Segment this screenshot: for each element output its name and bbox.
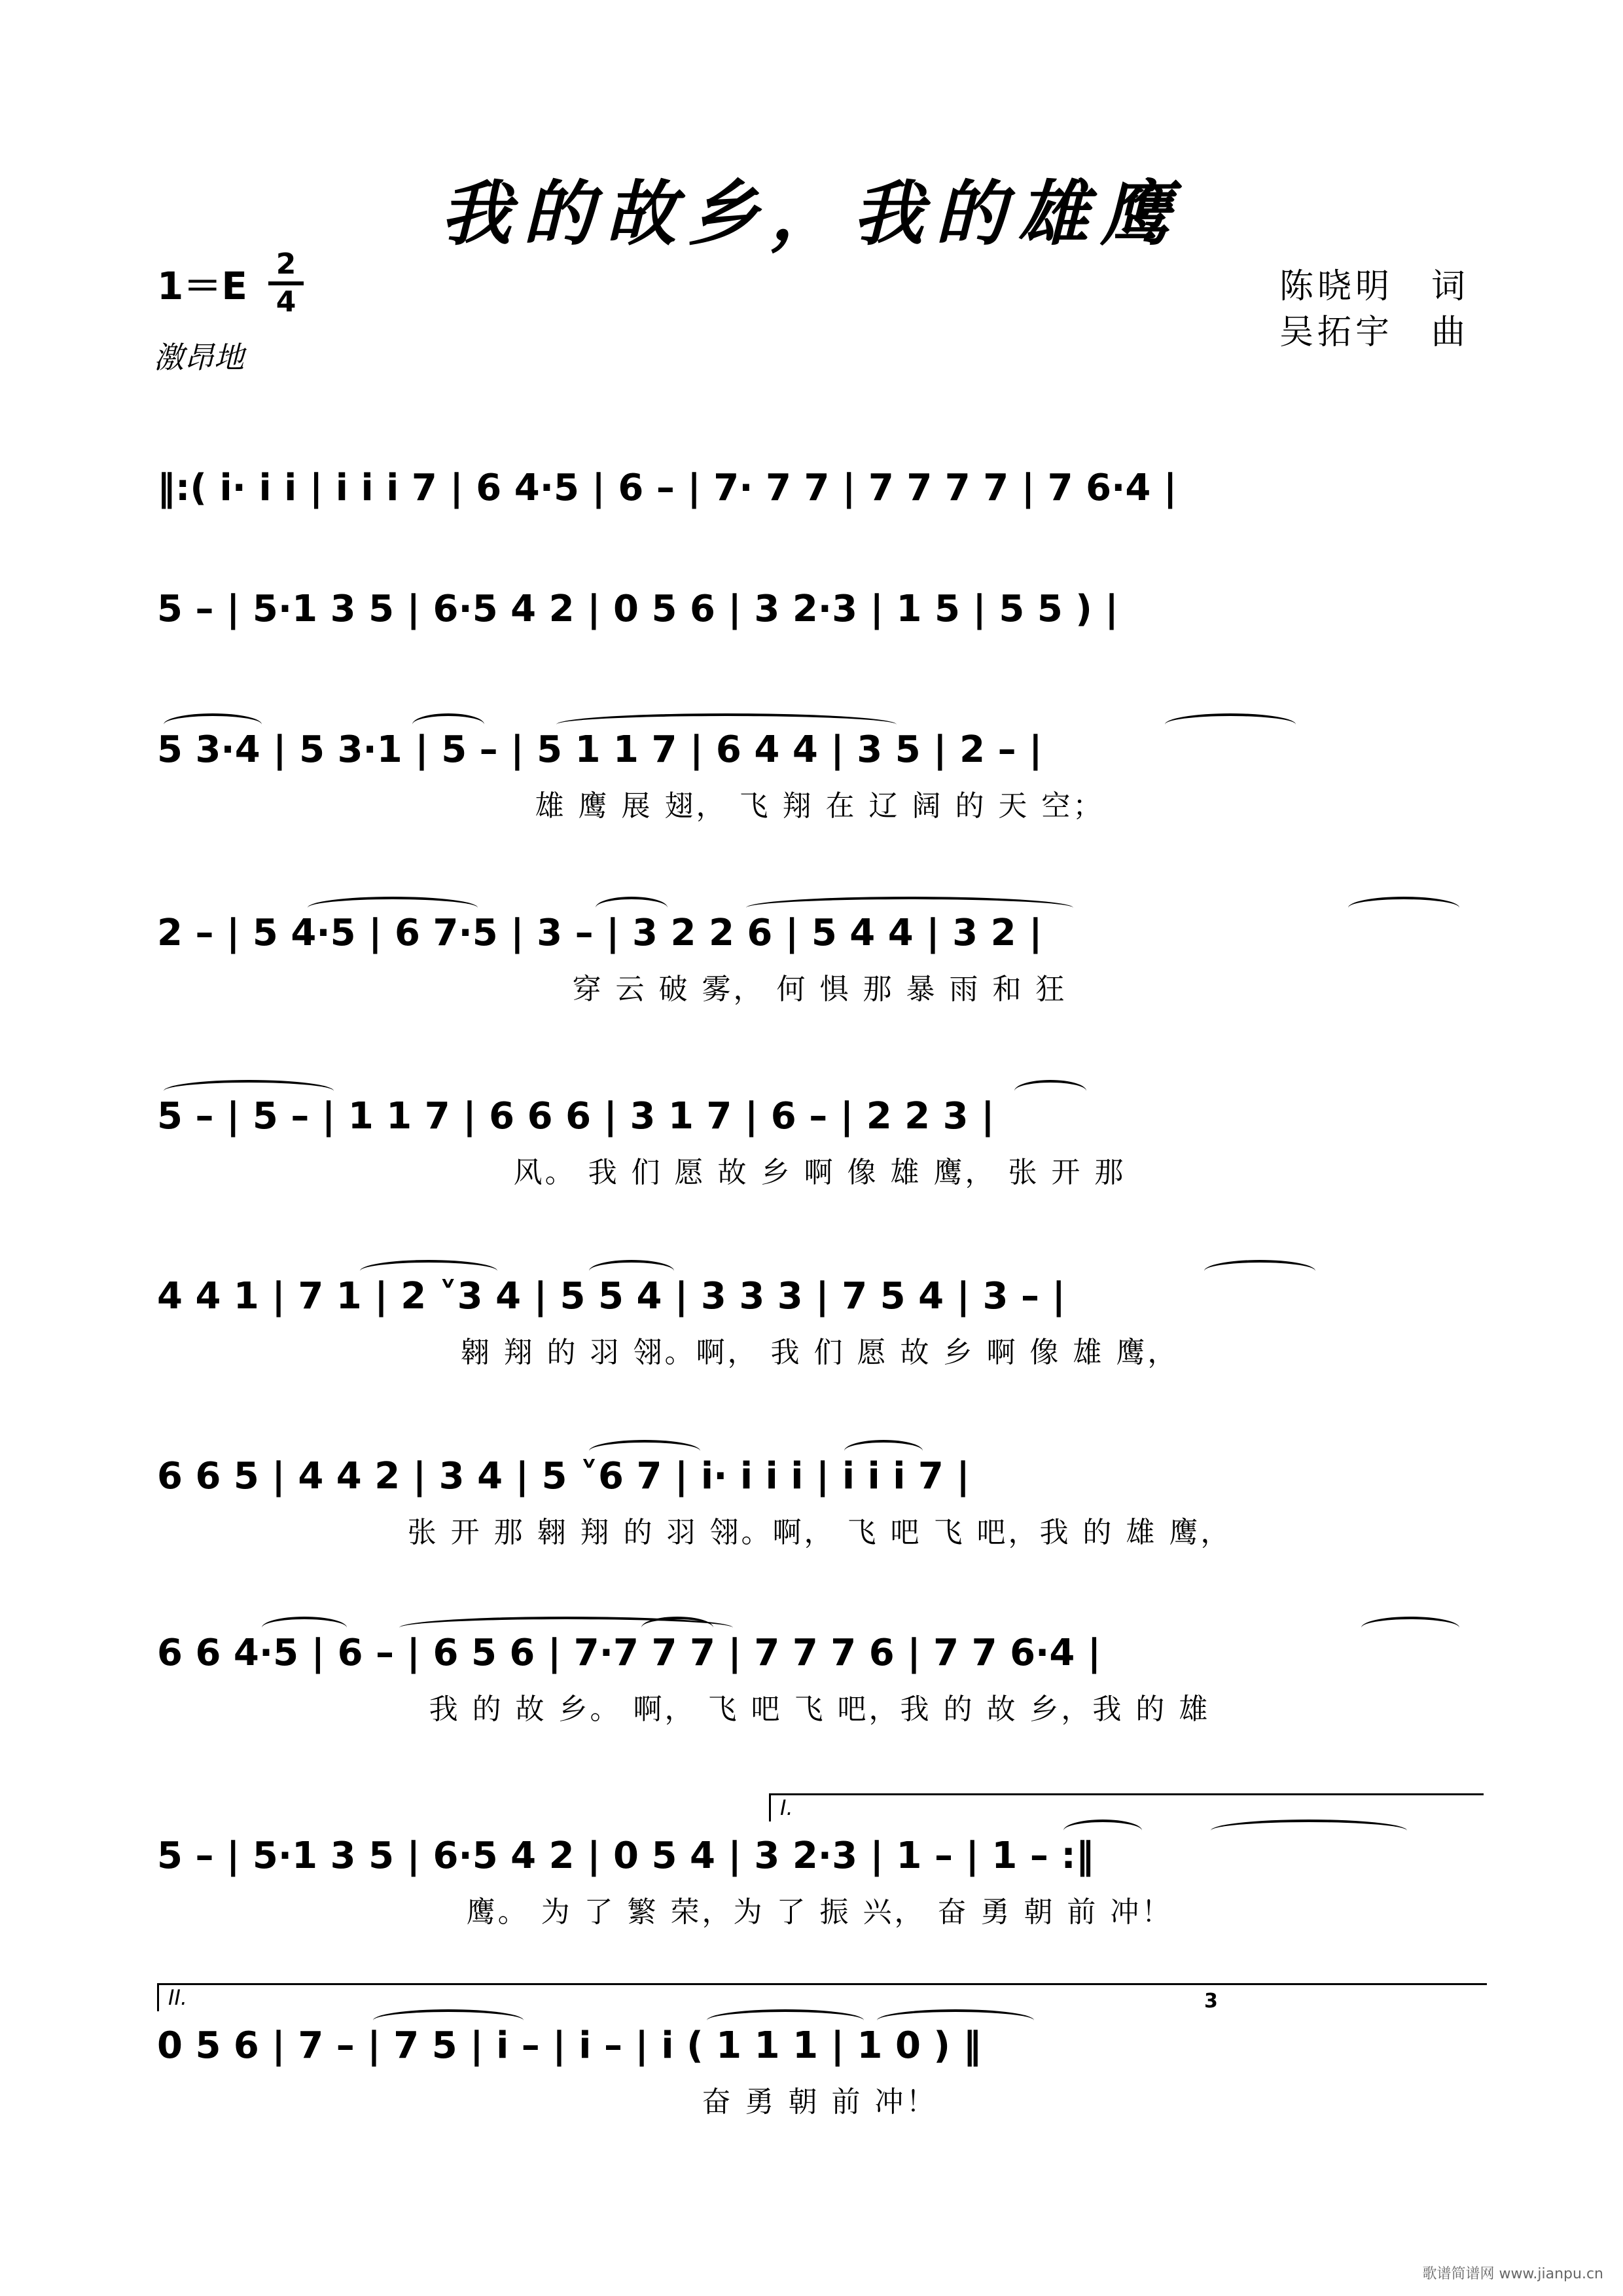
notation: 2 – | 5 4·5 | 6 7·5 | 3 – | 3 2 2 6 | 5 4 4 | 3 2 | <box>157 911 1043 954</box>
lyrics: 奋 勇 朝 前 冲！ <box>702 2085 938 2119</box>
time-signature <box>268 249 304 318</box>
notation: 0 5 6 | 7 – | 7 5 | i – | i – | i ( 1 1 1 | 1 0 ) ‖ <box>157 2024 982 2067</box>
tempo-marking: 激昂地 <box>154 340 244 375</box>
notation: 6 6 4·5 | 6 – | 6 5 6 | 7·7 7 7 | 7 7 7 6 | 7 7 6·4 | <box>157 1631 1101 1674</box>
notation: 5 – | 5 – | 1 1 7 | 6 6 6 | 3 1 7 | 6 – | 2 2 3 | <box>157 1094 995 1138</box>
notation: 4 4 1 | 7 1 | 2 ˅3 4 | 5 5 4 | 3 3 3 | 7 5 4 | 3 – | <box>157 1274 1065 1318</box>
lyrics: 雄 鹰 展 翅， 飞 翔 在 辽 阔 的 天 空； <box>535 789 1105 823</box>
key-signature: 1＝E <box>157 264 247 308</box>
lyrics: 张 开 那 翱 翔 的 羽 翎。啊， 飞 吧 飞 吧，我 的 雄 鹰， <box>407 1516 1232 1549</box>
song-title: 我的故乡，我的雄鹰 <box>440 173 1183 255</box>
time-signature-bottom: 4 <box>276 285 296 319</box>
watermark: 歌谱简谱网 www.jianpu.cn <box>1422 2266 1603 2282</box>
composer-credit: 吴拓宇 曲 <box>1279 313 1470 352</box>
lyrics: 翱 翔 的 羽 翎。啊， 我 们 愿 故 乡 啊 像 雄 鹰， <box>460 1336 1179 1369</box>
notation: 5 3·4 | 5 3·1 | 5 – | 5 1 1 7 | 6 4 4 | 3 5 | 2 – | <box>157 728 1043 771</box>
time-signature-top: 2 <box>276 247 296 281</box>
lyricist-credit: 陈晓明 词 <box>1279 267 1470 306</box>
notation: 5 – | 5·1 3 5 | 6·5 4 2 | 0 5 4 | 3 2·3 | 1 – | 1 – :‖ <box>157 1834 1094 1877</box>
second-ending-bracket: II. <box>157 1983 1487 2011</box>
notation: ‖:( i· i i | i i i 7 | 6 4·5 | 6 – | 7· 7 7 | 7 7 7 7 | 7 6·4 | <box>157 466 1177 509</box>
notation: 6 6 5 | 4 4 2 | 3 4 | 5 ˅6 7 | i· i i i | i i i 7 | <box>157 1454 970 1498</box>
lyrics: 穿 云 破 雾， 何 惧 那 暴 雨 和 狂 <box>572 973 1067 1006</box>
lyrics: 鹰。 为 了 繁 荣，为 了 振 兴， 奋 勇 朝 前 冲！ <box>466 1895 1173 1929</box>
notation: 5 – | 5·1 3 5 | 6·5 4 2 | 0 5 6 | 3 2·3 | 1 5 | 5 5 ) | <box>157 587 1118 630</box>
triplet-mark: 3 <box>1204 1990 1218 2013</box>
lyrics: 我 的 故 乡。 啊， 飞 吧 飞 吧，我 的 故 乡，我 的 雄 <box>429 1693 1211 1726</box>
lyrics: 风。 我 们 愿 故 乡 啊 像 雄 鹰， 张 开 那 <box>513 1156 1126 1189</box>
first-ending-bracket: I. <box>769 1793 1484 1821</box>
